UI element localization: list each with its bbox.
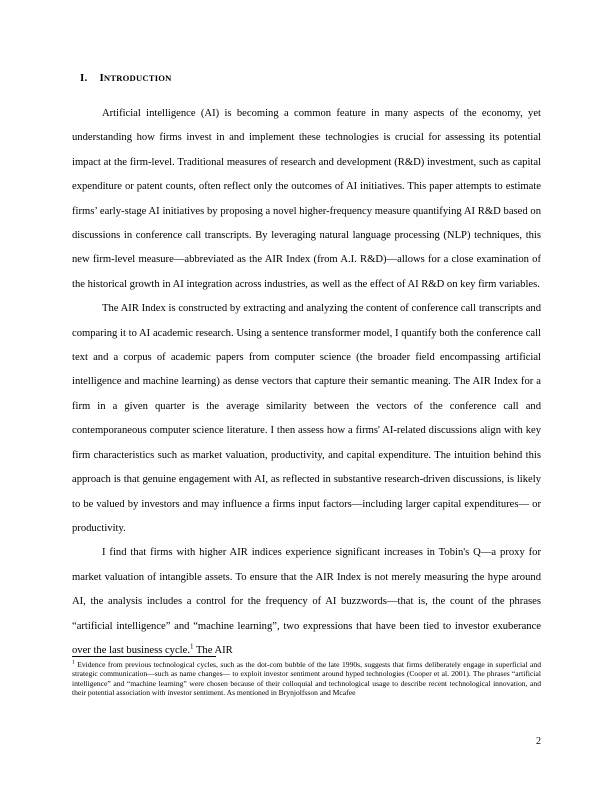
- footnote-reference[interactable]: 1: [189, 642, 194, 651]
- section-heading: [80, 72, 172, 84]
- footnote-divider: [72, 656, 216, 657]
- paragraph-3-tail: The AIR: [193, 644, 233, 656]
- section-title-rest: NTRODUCTION: [103, 73, 172, 83]
- paragraph-3: [72, 541, 541, 666]
- paper-page: [72, 0, 541, 792]
- footnote-text: Evidence from previous technological cycles, such as the dot-com bubble of the late 1990s, suggests that firms deliberately engage in superficial and strategic communication—such as name changes— to exploit investor sentiment around hyped technologies (Cooper et al. 2001). The phrases “artificial intelligence” and “machine learning” were chosen because of their colloquial and technological usage to describe recent technological innovation, and their potential association with investor sentiment. As mentioned in Brynjolfsson and Mcafee: [72, 660, 541, 698]
- section-number: I.: [80, 72, 88, 84]
- footnote-mark: 1: [72, 659, 75, 666]
- page-number: 2: [536, 736, 541, 747]
- paragraph-2: The AIR Index is constructed by extracting and analyzing the content of conference call transcripts and comparing it to AI academic research. Using a sentence transformer model, I quantify both the conference call text and a corpus of academic papers from computer science (the broader field encompassing artificial intelligence and machine learning) as dense vectors that capture their semantic meaning. The AIR Index for a firm in a given quarter is the average similarity between the vectors of the conference call and contemporaneous computer science literature. I then assess how a firms' AI-related discussions align with key firm characteristics such as market valuation, productivity, and capital expenditure. The intuition behind this approach is that genuine engagement with AI, as reflected in substantive research-driven discussions, is likely to be valued by investors and may influence a firms input factors—including larger capital expenditures— or productivity.: [72, 303, 541, 534]
- paragraph-1: Artificial intelligence (AI) is becoming a common feature in many aspects of the economy, yet understanding how firms invest in and implement these technologies is crucial for assessing its potential impact at the firm-level. Traditional measures of research and development (R&D) investment, such as capital expenditure or patent counts, often reflect only the outcomes of AI initiatives. This paper attempts to estimate firms’ early-stage AI initiatives by proposing a novel higher-frequency measure quantifying AI R&D based on discussions in conference call transcripts. By leveraging natural language processing (NLP) techniques, this new firm-level measure—abbreviated as the AIR Index (from A.I. R&D)—allows for a close examination of the historical growth in AI integration across industries, as well as the effect of AI R&D on key firm variables.: [72, 108, 541, 290]
- footnote-1: [72, 660, 541, 698]
- paragraph-3-text: I find that firms with higher AIR indices experience significant increases in Tobin's Q—a proxy for market valuation of intangible assets. To ensure that the AIR Index is not merely measuring the hype around AI, the analysis includes a control for the frequency of AI buzzwords—that is, the count of the phrases “artificial intelligence” and “machine learning”, two expressions that have been tied to investor exuberance over the last business cycle.: [72, 547, 541, 656]
- section-title-initial: I: [99, 72, 104, 84]
- body-text: [72, 102, 541, 666]
